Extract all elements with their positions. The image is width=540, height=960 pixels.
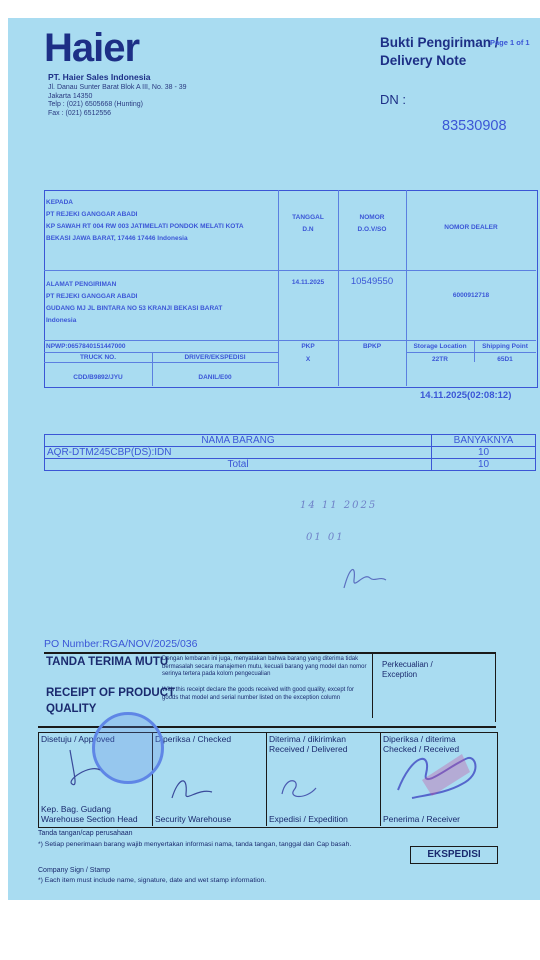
handwritten-date: 14 11 2025 bbox=[300, 500, 378, 511]
alamat-label: ALAMAT PENGIRIMAN bbox=[46, 281, 117, 288]
handwritten-signature-security bbox=[168, 768, 218, 808]
warehouse-head-line-1: Kep. Bag. Gudang bbox=[41, 804, 111, 814]
items-header-row bbox=[45, 435, 536, 447]
sig-receiver-line-2: Checked / Received bbox=[383, 744, 460, 754]
print-timestamp: 14.11.2025(02:08:12) bbox=[420, 390, 512, 401]
sig-checked-label: Diperiksa / Checked bbox=[155, 734, 232, 744]
driver-value: DANIL/E00 bbox=[198, 374, 232, 381]
tanggal-label: TANGGAL bbox=[292, 214, 324, 221]
ekspedisi-box: EKSPEDISI bbox=[410, 846, 498, 864]
sig-expedition-bottom: Expedisi / Expedition bbox=[269, 814, 348, 824]
total-row bbox=[45, 459, 536, 471]
note-english: *) Each item must include name, signature, date and wet stamp information. bbox=[38, 877, 267, 884]
page-indicator: Page 1 of 1 bbox=[490, 38, 530, 47]
nomor-dealer-header: NOMOR DEALER bbox=[444, 224, 498, 231]
warehouse-head-line-2: Warehouse Section Head bbox=[41, 814, 138, 824]
nomor-value: 10549550 bbox=[350, 276, 394, 287]
npwp: NPWP:0657840151447000 bbox=[46, 343, 126, 350]
haier-logo: Haier bbox=[44, 26, 140, 70]
sig-approved-bottom bbox=[41, 804, 138, 824]
tanggal-header bbox=[278, 212, 338, 236]
recipient-line: PT REJEKI GANGGAR ABADI bbox=[46, 211, 138, 218]
address-line: Fax : (021) 6512556 bbox=[48, 109, 112, 117]
storage-value: 22TR bbox=[432, 356, 448, 363]
tanda-terima-text: Dengan lembaran ini juga, menyatakan bahwa barang yang diterima tidak bermasalah secara manajemen mutu, kecuali barang yang model dan nomor serinya tertera pada kolom pengecualian bbox=[162, 656, 367, 677]
dn-label: DN : bbox=[380, 92, 406, 107]
handwritten-signature-approved bbox=[60, 744, 110, 794]
truck-label: TRUCK NO. bbox=[79, 354, 117, 361]
shipping-address-block bbox=[46, 279, 222, 327]
note-indonesian: *) Setiap penerimaan barang wajib menyertakan informasi nama, tanda tangan, tanggal dan Cap basah. bbox=[38, 841, 352, 848]
sig-security-bottom: Security Warehouse bbox=[155, 814, 232, 824]
tanggal-value: 14.11.2025 bbox=[291, 279, 325, 286]
company-sign-label: Company Sign / Stamp bbox=[38, 867, 110, 874]
item-name: AQR-DTM245CBP(DS):IDN bbox=[45, 447, 432, 459]
recipient-line: KP SAWAH RT 004 RW 003 JATIMELATI PONDOK MELATI KOTA bbox=[46, 223, 244, 230]
receiver-stamp-signature bbox=[392, 744, 492, 814]
recipient-line: BEKASI JAWA BARAT, 17446 17446 Indonesia bbox=[46, 235, 188, 242]
address-line: Jl. Danau Sunter Barat Blok A III, No. 38 - 39 bbox=[48, 84, 187, 91]
kepada-label: KEPADA bbox=[46, 199, 73, 206]
document-title bbox=[380, 34, 499, 70]
dealer-value: 6000912718 bbox=[452, 292, 490, 299]
truck-value: CDD/B9892/JYU bbox=[73, 374, 123, 381]
address-line: GUDANG MJ JL BINTARA NO 53 KRANJI BEKASI BARAT bbox=[46, 305, 223, 312]
table-row bbox=[45, 447, 536, 459]
address-line: Indonesia bbox=[46, 317, 77, 324]
dn-number: 83530908 bbox=[442, 118, 507, 134]
handwritten-signature-expedition bbox=[276, 770, 326, 810]
pkp-label: PKP bbox=[301, 343, 315, 350]
pkp-value: X bbox=[305, 356, 311, 363]
receipt-text: With this receipt declare the goods received with good quality, except for goods that model and serial number listed on the exception column bbox=[162, 687, 354, 701]
tanda-tangan-label: Tanda tangan/cap perusahaan bbox=[38, 830, 133, 837]
nomor-header bbox=[338, 212, 406, 236]
bpkp-label: BPKP bbox=[362, 343, 382, 350]
title-line-1: Bukti Pengiriman / bbox=[380, 35, 499, 50]
title-line-2: Delivery Note bbox=[380, 53, 467, 68]
sig-received-label bbox=[269, 734, 347, 754]
dn-sub-label: D.N bbox=[302, 226, 314, 233]
col-header-nama: NAMA BARANG bbox=[45, 435, 432, 447]
receipt-title-2: QUALITY bbox=[46, 703, 97, 715]
tanda-terima-title: TANDA TERIMA MUTU bbox=[46, 656, 169, 668]
item-qty: 10 bbox=[432, 447, 536, 459]
receipt-title-1: RECEIPT OF PRODUCT bbox=[46, 687, 176, 699]
sig-received-line-2: Received / Delivered bbox=[269, 744, 348, 754]
sig-receiver-bottom: Penerima / Receiver bbox=[383, 814, 461, 824]
sig-received-line-1: Diterima / dikirimkan bbox=[269, 734, 346, 744]
do-so-label: D.O.V/SO bbox=[357, 226, 387, 233]
items-table bbox=[44, 434, 536, 471]
sig-receiver-line-1: Diperiksa / diterima bbox=[383, 734, 456, 744]
recipient-block bbox=[46, 197, 244, 245]
address-line: PT REJEKI GANGGAR ABADI bbox=[46, 293, 138, 300]
sig-approved-label: Disetuju / Approved bbox=[41, 734, 115, 744]
company-name: PT. Haier Sales Indonesia bbox=[48, 72, 151, 82]
shipping-point-label: Shipping Point bbox=[482, 343, 528, 350]
driver-label: DRIVER/EKSPEDISI bbox=[184, 354, 246, 361]
handwritten-time: 01 01 bbox=[306, 532, 345, 543]
col-header-qty: BANYAKNYA bbox=[432, 435, 536, 447]
total-label: Total bbox=[45, 459, 432, 471]
address-line: Telp : (021) 6505668 (Hunting) bbox=[48, 101, 143, 108]
exception-label: Perkecualian / Exception bbox=[382, 660, 433, 679]
total-qty: 10 bbox=[432, 459, 536, 471]
company-address bbox=[48, 84, 187, 118]
address-line: Jakarta 14350 bbox=[48, 92, 93, 100]
handwritten-signature-top bbox=[340, 560, 390, 600]
nomor-label: NOMOR bbox=[359, 214, 385, 221]
storage-label: Storage Location bbox=[413, 343, 467, 350]
po-number: PO Number:RGA/NOV/2025/036 bbox=[44, 638, 198, 650]
shipping-point-value: 65D1 bbox=[497, 356, 513, 363]
